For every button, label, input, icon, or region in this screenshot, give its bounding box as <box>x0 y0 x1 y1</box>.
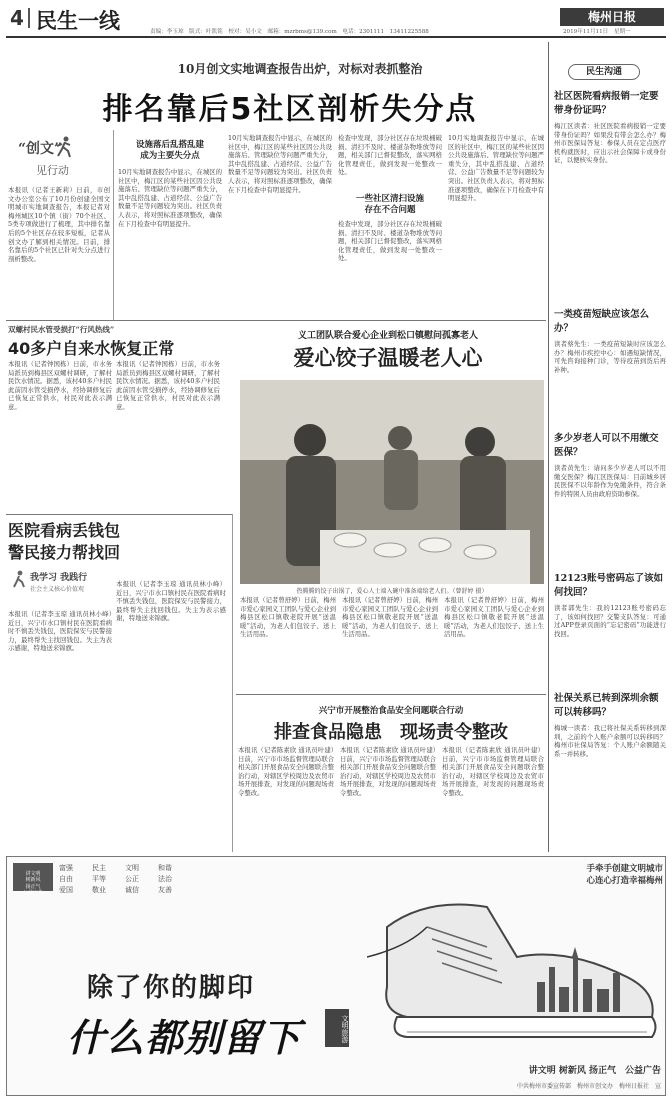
rule-1 <box>6 320 546 321</box>
logo-box <box>560 8 664 26</box>
sidebar-q2: 一类疫苗短缺应该怎么办？ <box>554 309 650 334</box>
story3-col-label: 我学习 我践行 <box>30 573 88 583</box>
core-value: 文明 <box>125 864 139 872</box>
col-rule <box>113 130 114 320</box>
lead-subhead-1: 设施落后乱搭乱建 成为主要失分点 <box>135 140 204 161</box>
story4-kicker: 兴宁市开展整治食品安全问题联合行动 <box>318 706 464 716</box>
core-value: 自由 <box>59 875 73 883</box>
psa-badge <box>13 863 53 896</box>
feature-kicker: 义工团队联合爱心企业到松口镇慰问孤寡老人 <box>297 331 478 341</box>
core-value: 敬业 <box>92 886 106 894</box>
sidebar-a4: 读者郭先生：我的12123账号密码忘了，该如何找回？交警支队答复：可通过APP登录页面的“忘记密码”功能进行找回。 <box>554 604 666 638</box>
psa-line-2: 什么都别留下 <box>67 1015 302 1060</box>
runner-icon <box>12 570 26 588</box>
sidebar-tag <box>568 64 640 80</box>
masthead-rule <box>6 36 666 38</box>
core-value: 公正 <box>125 875 139 883</box>
core-value: 诚信 <box>125 886 139 894</box>
story3-col-sub: 社会主义核心价值观 <box>30 586 85 593</box>
feature-headline: 爱心饺子温暖老人心 <box>293 346 483 370</box>
column-logo <box>6 132 86 182</box>
story4-body-2: 本报讯（记者陈素欣 通讯员叶建）日前，兴宁市市场监督管理局联合相关部门开展食品安全问题联合整治行动，对辖区学校周边及农贸市场开展排查，对发现的问题现场责令整改。 <box>340 746 436 797</box>
feature-body-1: 本报讯（记者曾舒婷）日前，梅州市爱心家园义工团队与爱心企业到梅县区松口镇敬老院开展“送温暖”活动，为老人们包饺子、送上生活用品。 <box>240 596 336 639</box>
lead-kicker: 10月创文实地调查报告出炉，对标对表抓整治 <box>177 62 423 76</box>
sidebar-a2: 读者蔡先生：一类疫苗短缺时应该怎么办？梅州市疾控中心：如遇短缺情况，可先咨询接种门诊，等待疫苗到货后再补种。 <box>554 340 666 374</box>
feature-photo <box>240 380 544 584</box>
story3-headline: 医院看病丢钱包 警民接力帮找回 <box>8 521 121 562</box>
core-value: 和谐 <box>158 864 172 872</box>
column-logo-a: “创文” <box>18 141 63 157</box>
psa-stamp-text: 文明旅游 <box>341 1015 349 1043</box>
column-logo-b: 见行动 <box>36 164 69 177</box>
rule-3 <box>236 694 546 695</box>
feature-caption: 热腾腾的饺子出锅了，爱心人士端入碗中准备端给老人们。（曾舒婷 摄） <box>296 588 488 595</box>
lead-subhead-2: 一些社区清扫设施 存在不合问题 <box>355 194 424 215</box>
core-value: 爱国 <box>59 886 73 894</box>
core-value: 友善 <box>158 886 172 894</box>
sidebar-q5: 社保关系已转到深圳余额可以转移吗？ <box>554 693 659 718</box>
sidebar-q1: 社区医院看病报销一定要带身份证吗？ <box>554 91 659 116</box>
sidebar-tag-label: 民生沟通 <box>585 67 622 77</box>
feature-body-2: 本报讯（记者曾舒婷）日前，梅州市爱心家园义工团队与爱心企业到梅县区松口镇敬老院开展“送温暖”活动，为老人们包饺子、送上生活用品。 <box>342 596 438 639</box>
main-rule <box>548 42 549 852</box>
lead-intro: 本报讯（记者王新莉）日前，市创文办公室公布了10月份创建全国文明城市实地调查报告，本报记者对梅州城区10个镇（街）70个社区、5类专项做进行了梳理，其中排名靠后的5个社区存在较多短板，记者从创文办了解到相关情况。目前，排名靠后的5个社区已针对失分点进行剖析整改。 <box>8 186 110 263</box>
story2-kicker: 双螺村民水管受损打“行风热线” <box>8 325 115 334</box>
running-figure-icon <box>56 136 72 158</box>
section-title: 民生一线 <box>36 9 120 33</box>
psa-badge-text: 讲文明 树新风 扬正气 公益广告 <box>22 870 43 896</box>
story3-body-2: 本报讯（记者李玉琼 通讯员林小峰）近日，兴宁市水口镇村民在医院看病时不慎丢失钱包，医院保安与民警接力，最终帮失主找回钱包。失主为表示感谢，特地送来锦旗。 <box>116 580 226 623</box>
lead-body-2: 10月实地调查报告中显示，在城区的社区中，梅江区的某些社区因公共设施落后、管理缺位等问题严重失分，其中乱搭乱建、占道经营、公益广告数量不足等问题较为突出。社区负责人表示，将对照标准逐项整改，确保在下月检查中有明显提升。 <box>228 134 332 194</box>
core-value: 民主 <box>92 864 106 872</box>
logo-text: 梅州日报 <box>587 10 636 24</box>
psa-right-slogan: 手牵手创建文明城市 心连心打造幸福梅州 <box>586 864 663 886</box>
lead-body-4: 检查中发现，部分社区存在垃圾桶破损、清扫不及时、楼道杂物堆放等问题，相关部门已督促整改，落实网格化管理责任，做到发现一处整改一处。 <box>338 220 442 263</box>
sidebar-a5: 梅城一读者：我已将社保关系转移到深圳，之前的个人账户余额可以转移吗？梅州市社保局答复：个人账户余额随关系一并转移。 <box>554 724 666 758</box>
story4-body-1: 本报讯（记者陈素欣 通讯员叶建）日前，兴宁市市场监督管理局联合相关部门开展食品安全问题联合整治行动，对辖区学校周边及农贸市场开展排查，对发现的问题现场责令整改。 <box>238 746 334 797</box>
psa-ad <box>6 856 666 1096</box>
psa-bottom: 讲文明 树新风 扬正气 公益广告 <box>528 1066 661 1076</box>
story3-body-1: 本报讯（记者李玉琼 通讯员林小峰）近日，兴宁市水口镇村民在医院看病时不慎丢失钱包，医院保安与民警接力，最终帮失主找回钱包。失主为表示感谢，特地送来锦旗。 <box>8 610 112 653</box>
sidebar-q4: 12123账号密码忘了该如何找回？ <box>554 573 664 598</box>
core-value: 富强 <box>59 864 73 872</box>
psa-footer: 中共梅州市委宣传部 梅州市创文办 梅州日报社 宣 <box>516 1083 661 1090</box>
psa-stamp <box>325 1009 349 1047</box>
lead-body-3: 检查中发现，部分社区存在垃圾桶破损、清扫不及时、楼道杂物堆放等问题，相关部门已督促整改，落实网格化管理责任，做到发现一处整改一处。 <box>338 134 442 177</box>
core-values-grid <box>59 863 191 895</box>
col-rule-2 <box>232 514 233 852</box>
story4-body-3: 本报讯（记者陈素欣 通讯员叶建）日前，兴宁市市场监督管理局联合相关部门开展食品安全问题联合整治行动，对辖区学校周边及农贸市场开展排查，对发现的问题现场责令整改。 <box>442 746 544 797</box>
sidebar-a1: 梅江区读者：社区医院看病报销一定要带身份证吗？如果没有带会怎么办？梅州市医保局答复：参保人员在定点医疗机构就医时，应出示社会保障卡或身份证，以便核实身份。 <box>554 122 666 165</box>
sidebar-a3: 读者黄先生：请问多少岁老人可以不用缴交医保？梅江区医保局：目前城乡居民医保不以年龄作为免缴条件，符合条件的特困人员由政府资助参保。 <box>554 464 666 498</box>
story2-body-2: 本报讯（记者钟国栋）日前，市水务局派员到梅县区双螺村调研，了解村民饮水情况。据悉，该村40多户村民此前因水管受损停水，经协调修复后已恢复正常供水，村民对此表示满意。 <box>116 360 220 411</box>
page-number: 4 <box>10 6 24 30</box>
masthead <box>0 0 672 38</box>
sidebar <box>552 42 668 852</box>
psa-line-1: 除了你的脚印 <box>87 973 256 1003</box>
core-value: 平等 <box>92 875 106 883</box>
sneaker-illustration <box>367 887 666 1057</box>
story2-body-1: 本报讯（记者钟国栋）日前，市水务局派员到梅县区双螺村调研，了解村民饮水情况。据悉，该村40多户村民此前因水管受损停水，经协调修复后已恢复正常供水，村民对此表示满意。 <box>8 360 112 411</box>
editor-credits: 责编：李玉琼 版式：叶凯铭 校对：吴小文 邮箱：mzrbms@139.com 电话：2301111 13411225588 <box>150 29 429 35</box>
story2-headline: 40多户自来水恢复正常 <box>8 339 175 358</box>
story3-column-logo <box>8 568 108 608</box>
core-value: 法治 <box>158 875 172 883</box>
lead-headline: 排名靠后5社区剖析失分点 <box>102 92 478 127</box>
lead-body-5: 10月实地调查报告中显示，在城区的社区中，梅江区的某些社区因公共设施落后、管理缺位等问题严重失分，其中乱搭乱建、占道经营、公益广告数量不足等问题较为突出。社区负责人表示，将对照标准逐项整改，确保在下月检查中有明显提升。 <box>448 134 544 203</box>
rule-2 <box>6 514 232 515</box>
page-divider <box>28 8 30 28</box>
feature-body-3: 本报讯（记者曾舒婷）日前，梅州市爱心家园义工团队与爱心企业到梅县区松口镇敬老院开展“送温暖”活动，为老人们包饺子、送上生活用品。 <box>444 596 544 639</box>
lead-body-1: 10月实地调查报告中显示，在城区的社区中，梅江区的某些社区因公共设施落后、管理缺位等问题严重失分，其中乱搭乱建、占道经营、公益广告数量不足等问题较为突出。社区负责人表示，将对照标准逐项整改，确保在下月检查中有明显提升。 <box>118 168 222 228</box>
sidebar-q3: 多少岁老人可以不用缴交医保？ <box>554 433 659 458</box>
story4-headline: 排查食品隐患 现场责令整改 <box>274 722 508 743</box>
issue-date: 2019年11月11日 星期一 <box>563 29 631 35</box>
